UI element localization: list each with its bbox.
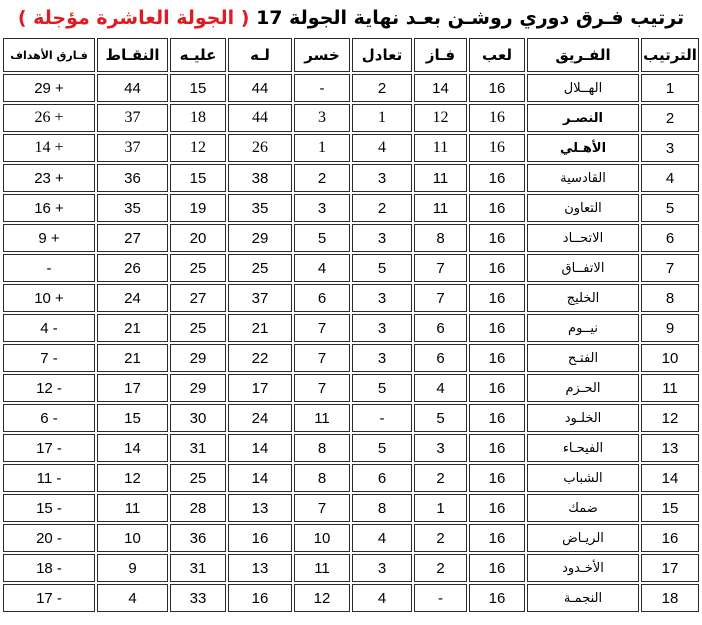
cell-drawn: - (352, 404, 412, 432)
cell-played: 16 (469, 74, 525, 102)
cell-goals_against: 18 (170, 104, 226, 132)
cell-goals_against: 15 (170, 164, 226, 192)
column-header-goals_for: لـه (228, 38, 292, 72)
cell-drawn: 6 (352, 464, 412, 492)
cell-won: 11 (414, 164, 467, 192)
cell-points: 10 (97, 524, 168, 552)
table-row (3, 524, 699, 552)
column-header-points: النقـاط (97, 38, 168, 72)
cell-played: 16 (469, 554, 525, 582)
table-row (3, 104, 699, 132)
table-row (3, 374, 699, 402)
cell-won: - (414, 584, 467, 612)
cell-drawn: 4 (352, 524, 412, 552)
cell-lost: 7 (294, 344, 350, 372)
cell-rank: 9 (641, 314, 699, 342)
cell-played: 16 (469, 494, 525, 522)
page-title (0, 0, 702, 29)
cell-points: 27 (97, 224, 168, 252)
cell-won: 2 (414, 554, 467, 582)
cell-goal_diff: 6 - (3, 404, 95, 432)
cell-goals_for: 44 (228, 74, 292, 102)
cell-won: 1 (414, 494, 467, 522)
cell-goals_for: 14 (228, 434, 292, 462)
cell-team: الخلـود (527, 404, 639, 432)
cell-goal_diff: 14 + (3, 134, 95, 162)
cell-points: 36 (97, 164, 168, 192)
cell-goals_against: 27 (170, 284, 226, 312)
cell-played: 16 (469, 344, 525, 372)
table-row (3, 494, 699, 522)
cell-drawn: 3 (352, 314, 412, 342)
cell-lost: 8 (294, 464, 350, 492)
cell-lost: 11 (294, 554, 350, 582)
cell-lost: 7 (294, 374, 350, 402)
cell-goals_against: 31 (170, 434, 226, 462)
cell-goal_diff: 17 - (3, 584, 95, 612)
table-row (3, 74, 699, 102)
cell-won: 12 (414, 104, 467, 132)
cell-goals_for: 17 (228, 374, 292, 402)
table-row (3, 554, 699, 582)
cell-won: 8 (414, 224, 467, 252)
table-row (3, 404, 699, 432)
standings-header (3, 38, 699, 72)
cell-goal_diff: - (3, 254, 95, 282)
cell-won: 11 (414, 134, 467, 162)
cell-lost: 3 (294, 194, 350, 222)
cell-points: 21 (97, 314, 168, 342)
cell-drawn: 3 (352, 344, 412, 372)
table-row (3, 194, 699, 222)
cell-points: 26 (97, 254, 168, 282)
table-row (3, 464, 699, 492)
cell-lost: 4 (294, 254, 350, 282)
cell-team: النجمـة (527, 584, 639, 612)
cell-goals_against: 31 (170, 554, 226, 582)
cell-goal_diff: 23 + (3, 164, 95, 192)
cell-points: 17 (97, 374, 168, 402)
standings-table (1, 36, 701, 614)
table-row (3, 584, 699, 612)
cell-goal_diff: 9 + (3, 224, 95, 252)
cell-goals_for: 16 (228, 524, 292, 552)
table-row (3, 224, 699, 252)
cell-played: 16 (469, 134, 525, 162)
cell-rank: 8 (641, 284, 699, 312)
cell-team: النصـر (527, 104, 639, 132)
cell-goal_diff: 17 - (3, 434, 95, 462)
cell-won: 14 (414, 74, 467, 102)
cell-rank: 13 (641, 434, 699, 462)
cell-goals_against: 20 (170, 224, 226, 252)
cell-goal_diff: 26 + (3, 104, 95, 132)
cell-rank: 12 (641, 404, 699, 432)
cell-lost: 5 (294, 224, 350, 252)
cell-goals_for: 44 (228, 104, 292, 132)
cell-played: 16 (469, 194, 525, 222)
title-note: ( الجولة العاشرة مؤجلة ) (17, 7, 250, 29)
table-row (3, 434, 699, 462)
cell-played: 16 (469, 584, 525, 612)
cell-points: 9 (97, 554, 168, 582)
cell-team: الشباب (527, 464, 639, 492)
cell-goal_diff: 20 - (3, 524, 95, 552)
cell-goal_diff: 12 - (3, 374, 95, 402)
cell-team: الفتـح (527, 344, 639, 372)
cell-goals_for: 37 (228, 284, 292, 312)
cell-drawn: 5 (352, 254, 412, 282)
cell-team: ضمك (527, 494, 639, 522)
cell-points: 12 (97, 464, 168, 492)
cell-goals_for: 29 (228, 224, 292, 252)
cell-lost: 3 (294, 104, 350, 132)
table-row (3, 164, 699, 192)
cell-played: 16 (469, 254, 525, 282)
cell-rank: 10 (641, 344, 699, 372)
column-header-rank: الترتيب (641, 38, 699, 72)
cell-points: 44 (97, 74, 168, 102)
cell-won: 2 (414, 524, 467, 552)
cell-played: 16 (469, 464, 525, 492)
cell-lost: 1 (294, 134, 350, 162)
cell-goal_diff: 11 - (3, 464, 95, 492)
cell-lost: 10 (294, 524, 350, 552)
cell-points: 11 (97, 494, 168, 522)
cell-won: 6 (414, 344, 467, 372)
cell-won: 5 (414, 404, 467, 432)
cell-goals_for: 38 (228, 164, 292, 192)
cell-team: الهــلال (527, 74, 639, 102)
cell-goal_diff: 4 - (3, 314, 95, 342)
cell-team: الاتفــاق (527, 254, 639, 282)
cell-goals_against: 28 (170, 494, 226, 522)
cell-points: 35 (97, 194, 168, 222)
cell-team: الاتحــاد (527, 224, 639, 252)
cell-won: 2 (414, 464, 467, 492)
cell-goals_against: 25 (170, 254, 226, 282)
cell-won: 3 (414, 434, 467, 462)
cell-goal_diff: 15 - (3, 494, 95, 522)
cell-lost: 11 (294, 404, 350, 432)
cell-won: 11 (414, 194, 467, 222)
cell-team: التعاون (527, 194, 639, 222)
cell-lost: - (294, 74, 350, 102)
cell-points: 37 (97, 104, 168, 132)
cell-team: الريـاض (527, 524, 639, 552)
standings-body (3, 74, 699, 612)
table-row (3, 284, 699, 312)
cell-rank: 4 (641, 164, 699, 192)
cell-goals_against: 29 (170, 374, 226, 402)
cell-played: 16 (469, 164, 525, 192)
cell-won: 7 (414, 284, 467, 312)
cell-goals_for: 26 (228, 134, 292, 162)
cell-team: الفيحـاء (527, 434, 639, 462)
cell-points: 24 (97, 284, 168, 312)
column-header-goals_against: عليـه (170, 38, 226, 72)
title-text: ترتيب فـرق دوري روشـن بعـد نهاية الجولة 17 (256, 7, 685, 29)
cell-goal_diff: 29 + (3, 74, 95, 102)
cell-team: الأخـدود (527, 554, 639, 582)
cell-goals_for: 13 (228, 554, 292, 582)
cell-rank: 5 (641, 194, 699, 222)
cell-rank: 2 (641, 104, 699, 132)
cell-goals_for: 14 (228, 464, 292, 492)
column-header-lost: خسر (294, 38, 350, 72)
cell-played: 16 (469, 314, 525, 342)
column-header-won: فـاز (414, 38, 467, 72)
cell-played: 16 (469, 374, 525, 402)
cell-lost: 2 (294, 164, 350, 192)
cell-goals_for: 13 (228, 494, 292, 522)
cell-drawn: 2 (352, 194, 412, 222)
cell-won: 6 (414, 314, 467, 342)
cell-goals_against: 19 (170, 194, 226, 222)
cell-goals_for: 16 (228, 584, 292, 612)
cell-rank: 15 (641, 494, 699, 522)
table-row (3, 254, 699, 282)
table-row (3, 134, 699, 162)
cell-goal_diff: 7 - (3, 344, 95, 372)
cell-lost: 8 (294, 434, 350, 462)
cell-drawn: 3 (352, 284, 412, 312)
cell-drawn: 3 (352, 164, 412, 192)
cell-drawn: 2 (352, 74, 412, 102)
cell-rank: 17 (641, 554, 699, 582)
cell-drawn: 3 (352, 554, 412, 582)
cell-played: 16 (469, 404, 525, 432)
cell-played: 16 (469, 434, 525, 462)
cell-rank: 11 (641, 374, 699, 402)
cell-lost: 7 (294, 314, 350, 342)
cell-goals_for: 22 (228, 344, 292, 372)
cell-drawn: 5 (352, 374, 412, 402)
column-header-drawn: تعادل (352, 38, 412, 72)
cell-won: 4 (414, 374, 467, 402)
cell-goals_against: 25 (170, 314, 226, 342)
cell-goals_against: 33 (170, 584, 226, 612)
cell-played: 16 (469, 224, 525, 252)
column-header-team: الفـريق (527, 38, 639, 72)
cell-goals_against: 12 (170, 134, 226, 162)
cell-points: 37 (97, 134, 168, 162)
cell-goal_diff: 18 - (3, 554, 95, 582)
cell-team: الحـزم (527, 374, 639, 402)
cell-lost: 6 (294, 284, 350, 312)
cell-played: 16 (469, 524, 525, 552)
cell-goals_against: 30 (170, 404, 226, 432)
cell-points: 14 (97, 434, 168, 462)
cell-drawn: 1 (352, 104, 412, 132)
cell-team: نيــوم (527, 314, 639, 342)
cell-goals_for: 25 (228, 254, 292, 282)
cell-team: القادسية (527, 164, 639, 192)
cell-drawn: 3 (352, 224, 412, 252)
cell-goal_diff: 10 + (3, 284, 95, 312)
table-row (3, 314, 699, 342)
cell-goals_against: 25 (170, 464, 226, 492)
cell-drawn: 4 (352, 584, 412, 612)
cell-won: 7 (414, 254, 467, 282)
cell-rank: 6 (641, 224, 699, 252)
cell-drawn: 8 (352, 494, 412, 522)
cell-played: 16 (469, 104, 525, 132)
column-header-goal_diff: فـارق الأهداف (3, 38, 95, 72)
cell-lost: 7 (294, 494, 350, 522)
cell-goal_diff: 16 + (3, 194, 95, 222)
cell-rank: 14 (641, 464, 699, 492)
header-row (3, 38, 699, 72)
cell-goals_for: 21 (228, 314, 292, 342)
cell-drawn: 4 (352, 134, 412, 162)
cell-played: 16 (469, 284, 525, 312)
column-header-played: لعب (469, 38, 525, 72)
cell-goals_against: 36 (170, 524, 226, 552)
cell-rank: 3 (641, 134, 699, 162)
cell-goals_for: 35 (228, 194, 292, 222)
table-row (3, 344, 699, 372)
cell-points: 21 (97, 344, 168, 372)
cell-lost: 12 (294, 584, 350, 612)
cell-goals_against: 15 (170, 74, 226, 102)
cell-rank: 16 (641, 524, 699, 552)
cell-rank: 18 (641, 584, 699, 612)
cell-drawn: 5 (352, 434, 412, 462)
cell-team: الخليج (527, 284, 639, 312)
cell-points: 15 (97, 404, 168, 432)
cell-goals_for: 24 (228, 404, 292, 432)
cell-goals_against: 29 (170, 344, 226, 372)
cell-rank: 1 (641, 74, 699, 102)
cell-points: 4 (97, 584, 168, 612)
cell-team: الأهـلي (527, 134, 639, 162)
cell-rank: 7 (641, 254, 699, 282)
